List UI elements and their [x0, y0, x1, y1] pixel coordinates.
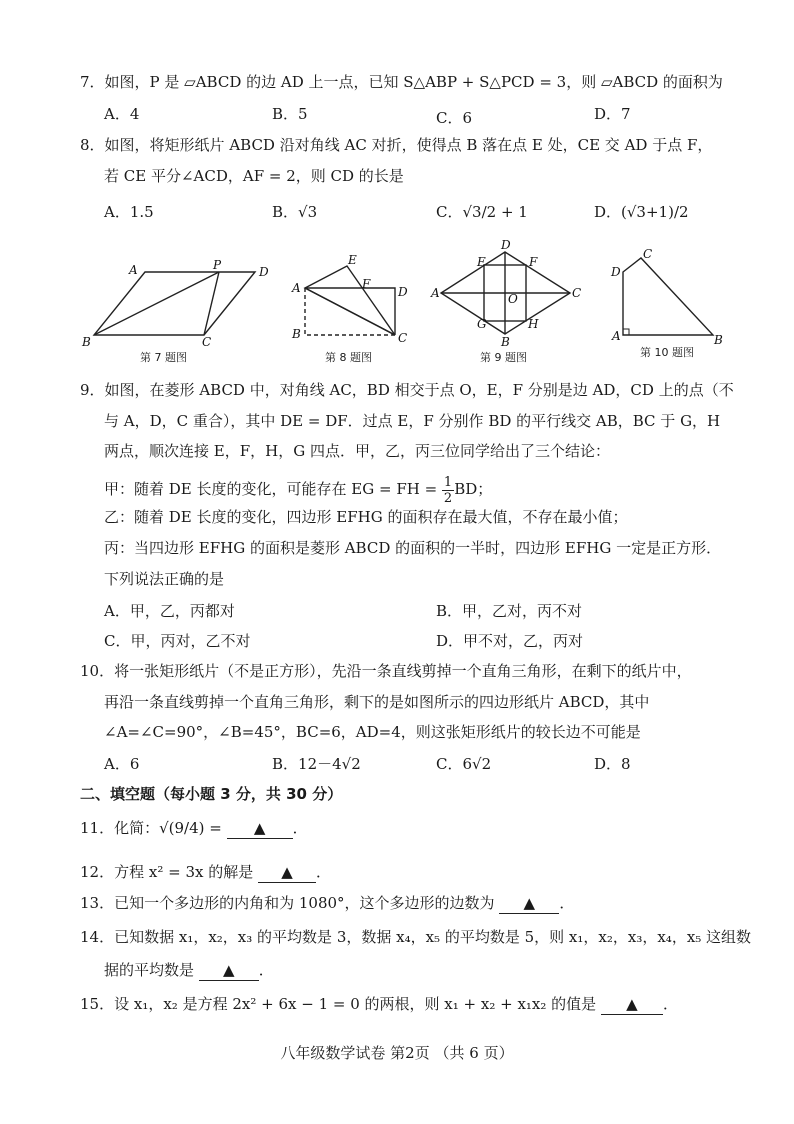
fig9-label-e: E: [477, 255, 486, 269]
q13: [80, 893, 574, 914]
q9-jia-fraction: [442, 475, 454, 506]
q7-option-b: B．5: [272, 105, 308, 123]
q10-text-2: 再沿一条直线剪掉一个直角三角形，剩下的是如图所示的四边形纸片 ABCD，其中: [104, 693, 650, 711]
fig8-caption: 第 8 题图: [325, 351, 372, 364]
q14-number: 14．: [80, 928, 115, 946]
q7-stem: [80, 72, 723, 92]
q9-option-d: D．甲不对，乙，丙对: [436, 632, 584, 650]
q14-end: ．: [258, 961, 274, 979]
q9-text-1: 如图，在菱形 ABCD 中，对角线 AC，BD 相交于点 O，E，F 分别是边 AD，CD 上的点（不: [104, 381, 734, 399]
q10-option-a: A．6: [104, 755, 140, 773]
q9-jia: [104, 472, 492, 506]
q13-end: ．: [559, 894, 575, 912]
q14-text-2: 据的平均数是: [104, 961, 195, 979]
q9-jia-text-b: BD；: [454, 480, 493, 498]
q7-text: 如图，P 是 ▱ABCD 的边 AD 上一点，已知 S△ABP + S△PCD = 3，则 ▱ABCD 的面积为: [104, 73, 723, 91]
q12-end: ．: [316, 863, 332, 881]
q11: [80, 818, 308, 839]
q9-option-a: A．甲，乙，丙都对: [104, 602, 235, 620]
q9-jia-numerator: 1: [443, 474, 453, 490]
q9-stem-line1: [80, 380, 734, 400]
fig10-label-d: D: [611, 265, 621, 279]
q7-option-d: D．7: [594, 105, 631, 123]
fig9-caption: 第 9 题图: [480, 351, 527, 364]
q13-number: 13．: [80, 894, 115, 912]
q15-end: ．: [662, 995, 678, 1013]
fig9-label-d: D: [501, 238, 511, 252]
q7-number: 7．: [80, 73, 105, 91]
fig7-caption: 第 7 题图: [140, 351, 187, 364]
fig7-label-d: D: [259, 265, 269, 279]
fig8-label-c: C: [398, 331, 408, 345]
fig8-label-b: B: [292, 327, 301, 341]
q10-option-b: B．12－4√2: [272, 755, 361, 773]
q9-option-c: C．甲，丙对，乙不对: [104, 632, 251, 650]
q9-bing: 丙：当四边形 EFHG 的面积是菱形 ABCD 的面积的一半时，四边形 EFHG 一定是正方形．: [104, 539, 722, 557]
q8-option-b: B．√3: [272, 203, 318, 221]
q14-text-1: 已知数据 x₁，x₂，x₃ 的平均数是 3，数据 x₄，x₅ 的平均数是 5，则 x₁，x₂，x₃，x₄，x₅ 这组数: [114, 928, 752, 946]
fig7-label-p: P: [213, 258, 222, 272]
q9-jia-text-a: 甲：随着 DE 长度的变化，可能存在 EG = FH =: [104, 480, 442, 498]
fig9-label-c: C: [572, 286, 582, 300]
q13-answer-blank[interactable]: ▲: [499, 893, 559, 914]
q15-text: 设 x₁，x₂ 是方程 2x² + 6x − 1 = 0 的两根，则 x₁ + x₂ + x₁x₂ 的值是: [114, 995, 597, 1013]
q11-answer-blank[interactable]: ▲: [227, 818, 293, 839]
q12-answer-blank[interactable]: ▲: [258, 862, 316, 883]
q8-text-2: 若 CE 平分∠ACD，AF = 2，则 CD 的长是: [104, 167, 404, 185]
q8-text-1: 如图，将矩形纸片 ABCD 沿对角线 AC 对折，使得点 B 落在点 E 处，CE 交 AD 于点 F，: [104, 136, 713, 154]
q15-answer-blank[interactable]: ▲: [601, 994, 663, 1015]
fig8-folded-triangle: [305, 266, 395, 335]
q13-text: 已知一个多边形的内角和为 1080°，这个多边形的边数为: [114, 894, 495, 912]
q12: [80, 862, 331, 883]
q9-ask: 下列说法正确的是: [104, 570, 225, 588]
q10-number: 10．: [80, 662, 115, 680]
q8-stem-line1: [80, 135, 712, 155]
fig10-label-b: B: [714, 333, 723, 347]
q8-option-d: D．(√3+1)/2: [594, 203, 689, 221]
fig8-label-d: D: [398, 285, 408, 299]
q11-end: ．: [292, 819, 308, 837]
fig7-label-b: B: [82, 335, 91, 348]
q8-number: 8．: [80, 136, 105, 154]
fig9-label-h: H: [528, 317, 539, 331]
q11-text: 化简：√(9/4) =: [114, 819, 222, 837]
fig9-label-a: A: [431, 286, 440, 300]
fig9-label-f: F: [529, 255, 538, 269]
fig8-label-a: A: [292, 281, 301, 295]
q14-line2: [104, 960, 274, 981]
q11-number: 11．: [80, 819, 115, 837]
section2-title: 二、填空题（每小题 3 分，共 30 分）: [80, 785, 343, 803]
fig10-label-c: C: [643, 247, 653, 261]
q9-text-2: 与 A，D，C 重合），其中 DE = DF．过点 E，F 分别作 BD 的平行线交 AB，BC 于 G，H: [104, 412, 721, 430]
q12-number: 12．: [80, 863, 115, 881]
fig8-label-f: F: [362, 277, 371, 291]
q9-jia-denominator: 2: [443, 490, 453, 506]
fig10-label-a: A: [612, 329, 621, 343]
fig10-right-angle-a: [623, 329, 629, 335]
fig9-label-b: B: [501, 335, 510, 348]
fig10-quad: [623, 258, 713, 335]
q8-option-a: A．1.5: [104, 203, 154, 221]
fig7-label-a: A: [129, 263, 138, 277]
q7-option-a: A．4: [104, 105, 140, 123]
q14-answer-blank[interactable]: ▲: [199, 960, 259, 981]
q9-option-b: B．甲，乙对，丙不对: [436, 602, 583, 620]
q9-yi: 乙：随着 DE 长度的变化，四边形 EFHG 的面积存在最大值，不存在最小值；: [104, 508, 628, 526]
fig7-label-c: C: [202, 335, 212, 348]
q10-option-d: D．8: [594, 755, 631, 773]
q9-number: 9．: [80, 381, 105, 399]
q14-line1: [80, 927, 751, 947]
q10-stem-line1: [80, 661, 692, 681]
fig7-parallelogram: [94, 272, 255, 335]
q9-text-3: 两点，顺次连接 E，F，H，G 四点．甲，乙，丙三位同学给出了三个结论：: [104, 442, 610, 460]
fig9-label-o: O: [508, 292, 518, 306]
page-footer: 八年级数学试卷 第2页 （共 6 页）: [280, 1044, 514, 1062]
q15: [80, 994, 678, 1015]
q8-option-c: C．√3/2 + 1: [436, 203, 528, 221]
q10-text-3: ∠A=∠C=90°，∠B=45°，BC=6，AD=4，则这张矩形纸片的较长边不可能是: [104, 723, 641, 741]
q12-text: 方程 x² = 3x 的解是: [114, 863, 254, 881]
q10-text-1: 将一张矩形纸片（不是正方形），先沿一条直线剪掉一个直角三角形，在剩下的纸片中，: [114, 662, 692, 680]
fig8-label-e: E: [348, 253, 357, 267]
q15-number: 15．: [80, 995, 115, 1013]
fig9-label-g: G: [477, 317, 487, 331]
q10-option-c: C．6√2: [436, 755, 492, 773]
q7-option-c: C．6: [436, 109, 473, 127]
figures-row: [0, 236, 794, 348]
fig10-caption: 第 10 题图: [640, 346, 694, 359]
fig7-line-bp: [94, 272, 219, 335]
